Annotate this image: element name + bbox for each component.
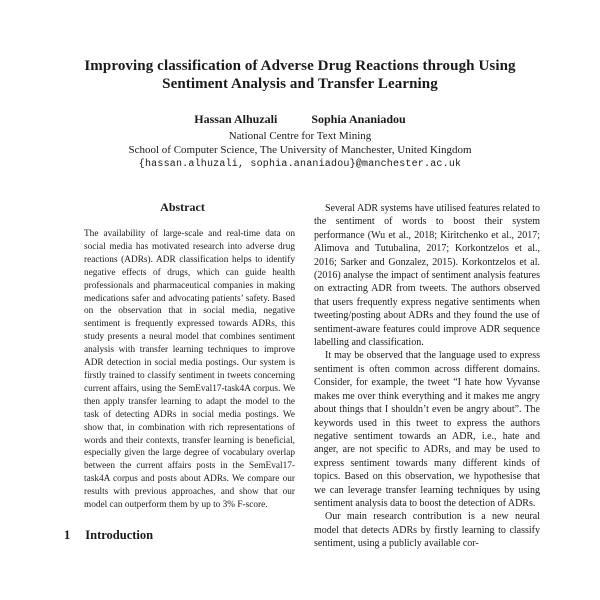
right-column [314, 197, 540, 600]
paper-title [0, 57, 600, 93]
left-column [64, 197, 301, 600]
two-column-body [64, 197, 540, 600]
paper-title-line-2: Sentiment Analysis and Transfer Learning [162, 76, 438, 92]
author-email-line: {hassan.alhuzali, sophia.ananiadou}@manchester.ac.uk [138, 159, 462, 170]
intro-paragraph-3: Our main research contribution is a new neural model that detects ADRs by firstly learning to classify sentiment, using a publicly available cor- [314, 511, 540, 550]
affiliation-line-2: School of Computer Science, The University of Manchester, United Kingdom [128, 144, 472, 156]
abstract-text: The availability of large-scale and real-time data on social media has motivated research into adverse drug reactions (ADRs). ADR classification helps to identify negative effects of drugs, which can guide health professionals and pharmaceutical companies in making medications safer and advocating patients’ safety. Based on the observation that in social media, negative sentiment is frequently expressed towards ADRs, this study presents a neural model that combines sentiment analysis with transfer learning techniques to improve ADR detection in social media postings. Our system is firstly trained to classify sentiment in tweets concerning current affairs, using the SemEval17-task4A corpus. We then apply transfer learning to adapt the model to the task of detecting ADRs in social media postings. We show that, in combination with rich representations of words and their contexts, transfer learning is beneficial, especially given the large degree of vocabulary overlap between the current affairs posts in the SemEval17-task4A corpus and posts about ADRs. We compare our results with previous approaches, and show that our model can outperform them by up to 3% F-score. [84, 229, 295, 511]
author-name-2: Sophia Ananiadou [311, 112, 406, 126]
author-name-1: Hassan Alhuzali [194, 112, 278, 126]
intro-paragraph-2: It may be observed that the language used to express sentiment is often common across different domains. Consider, for example, the tweet “I hate how Vyvanse makes me over think everything and it makes me angry about things that I shouldn’t even be angry about”. The keywords used in this tweet to express the authors negative sentiment towards an ADR, i.e., hate and anger, are not specific to ADRs, and may be used to express sentiment towards many different kinds of topics. Based on this observation, we hypothesise that we can leverage transfer learning techniques by using sentiment analysis data to boost the detection of ADRs. [314, 350, 540, 509]
intro-paragraph-1: Several ADR systems have utilised features related to the sentiment of words to boost their system performance (Wu et al., 2018; Kiritchenko et al., 2017; Alimova and Tutubalina, 2017; Korkontzelos et al., 2016; Sarker and Gonzalez, 2015). Korkontzelos et al. (2016) analyse the impact of sentiment analysis features on extracting ADR from tweets. The authors observed that users frequently express negative sentiments when tweeting/posting about ADRs and they found the use of sentiment-aware features could improve ADR sequence labelling and classification. [314, 203, 540, 349]
section-1-heading [64, 528, 301, 543]
paper-title-line-1: Improving classification of Adverse Drug Reactions through Using [84, 58, 516, 74]
paper-header [0, 0, 600, 170]
affiliation-line-1: National Centre for Text Mining [228, 130, 372, 142]
section-1-number: 1 [64, 527, 71, 542]
abstract-heading: Abstract [160, 200, 205, 214]
author-block [0, 112, 600, 127]
section-1-title: Introduction [85, 527, 154, 542]
